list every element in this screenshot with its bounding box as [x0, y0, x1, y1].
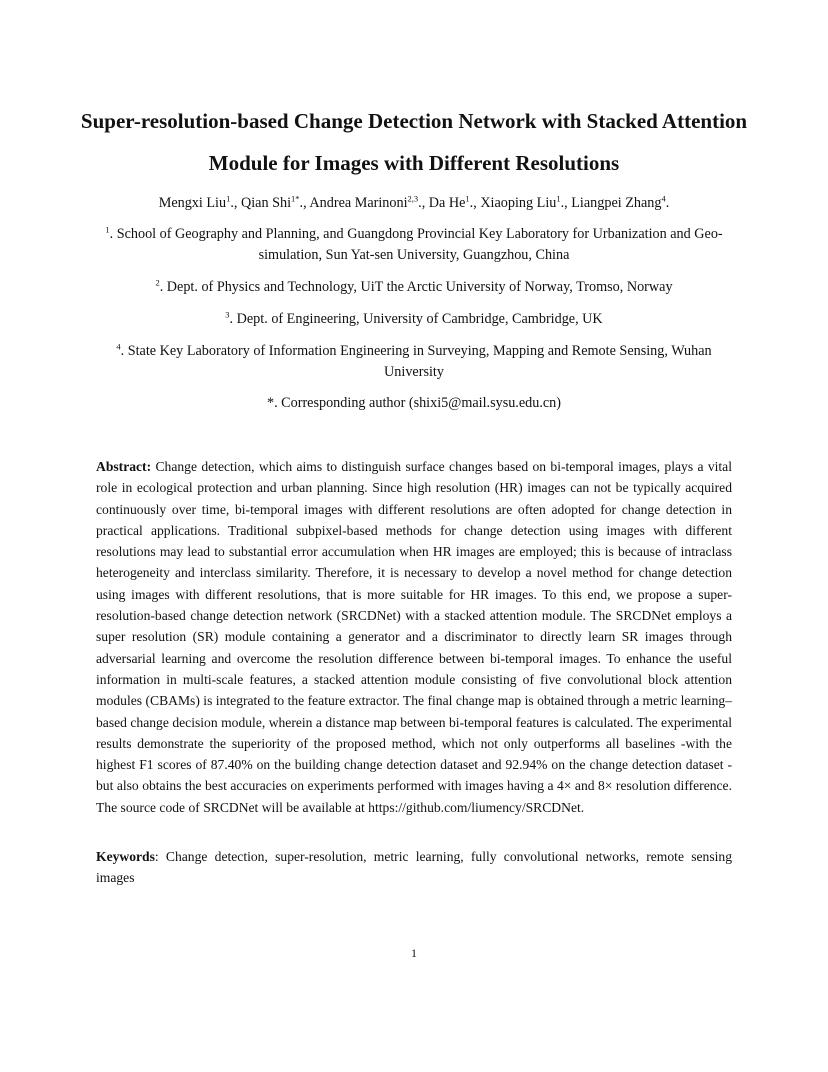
author-separator: ., — [230, 195, 241, 211]
author — [159, 195, 241, 211]
page-number: 1 — [411, 946, 417, 960]
author-separator: . — [665, 195, 670, 211]
affiliation-text: . State Key Laboratory of Information Engineering in Surveying, Mapping and Remote Sensing, Wuhan University — [120, 343, 712, 380]
author-name: Mengxi Liu — [158, 195, 227, 211]
author-separator: ., — [418, 195, 429, 211]
keywords-label: Keywords — [96, 849, 155, 864]
abstract — [96, 456, 732, 818]
author — [571, 195, 669, 211]
affiliation — [96, 309, 732, 330]
affiliation — [96, 224, 732, 266]
author — [241, 195, 309, 211]
affiliation-mark: 2 — [155, 277, 160, 288]
author-affiliation-mark: 1 — [465, 193, 470, 204]
abstract-text: Change detection, which aims to distinguish surface changes based on bi-temporal images, plays a vital role in ecological protection and urban planning. Since high resolution (HR) images can not be typically acquired continuously over time, bi-temporal images with different resolutions are often adopted for change detection in practical applications. Traditional subpixel-based methods for change detection using images with different resolutions may lead to substantial error accumulation when HR images are employed; this is because of intraclass heterogeneity and interclass similarity. Therefore, it is necessary to develop a novel method for change detection using images with different resolutions, that is more suitable for HR images. To this end, we propose a super-resolution-based change detection network (SRCDNet) with a stacked attention module. The SRCDNet employs a super resolution (SR) module containing a generator and a discriminator to directly learn SR images through adversarial learning and overcome the resolution difference between bi-temporal images. To enhance the useful information in multi-scale features, a stacked attention module consisting of five convolutional block attention modules (CBAMs) is integrated to the feature extractor. The final change map is obtained through a metric learning–based change decision module, wherein a distance map between bi-temporal features is calculated. The experimental results demonstrate the superiority of the proposed method, which not only outperforms all baselines -with the highest F1 scores of 87.40% on the building change detection dataset and 92.94% on the change detection dataset -but also obtains the best accuracies on experiments performed with images having a 4× and 8× resolution difference. The source code of SRCDNet will be available at https://github.com/liumency/SRCDNet. — [96, 459, 732, 815]
author — [429, 195, 481, 211]
abstract-label: Abstract: — [96, 459, 152, 474]
author-name: Qian Shi — [240, 195, 292, 211]
author-name: Liangpei Zhang — [571, 195, 662, 211]
author-affiliation-mark: 1* — [291, 193, 300, 204]
affiliation — [96, 341, 732, 383]
affiliation-mark: 1 — [105, 224, 110, 235]
author-list — [60, 193, 768, 213]
keywords — [96, 846, 732, 889]
affiliation-text: . Dept. of Physics and Technology, UiT the Arctic University of Norway, Tromso, Norway — [159, 279, 673, 295]
affiliation-text: . School of Geography and Planning, and Guangdong Provincial Key Laboratory for Urbanization and Geo-simulation, Sun Yat-sen University, Guangzhou, China — [109, 226, 723, 263]
author-name: Xiaoping Liu — [480, 195, 557, 211]
keywords-text: : Change detection, super-resolution, metric learning, fully convolutional networks, remote sensing images — [96, 849, 732, 886]
author-affiliation-mark: 1 — [226, 193, 231, 204]
affiliation-text: . Dept. of Engineering, University of Cambridge, Cambridge, UK — [229, 311, 603, 327]
author-separator: ., — [469, 195, 481, 211]
author — [309, 195, 428, 211]
paper-title: Super-resolution-based Change Detection Network with Stacked Attention Module for Images with Different Resolutions — [80, 109, 748, 175]
author-name: Da He — [428, 195, 466, 211]
author-name: Andrea Marinoni — [309, 195, 408, 211]
author-separator: ., — [560, 195, 572, 211]
corresponding-author: *. Corresponding author (shixi5@mail.sysu.edu.cn) — [266, 395, 562, 411]
author-affiliation-mark: 4 — [661, 193, 666, 204]
author-separator: ., — [299, 195, 310, 211]
affiliation — [96, 277, 732, 298]
affiliation-mark: 3 — [225, 309, 230, 320]
author — [480, 195, 571, 211]
affiliation-mark: 4 — [116, 341, 121, 352]
author-affiliation-mark: 1 — [556, 193, 561, 204]
author-affiliation-mark: 2,3 — [407, 193, 419, 204]
